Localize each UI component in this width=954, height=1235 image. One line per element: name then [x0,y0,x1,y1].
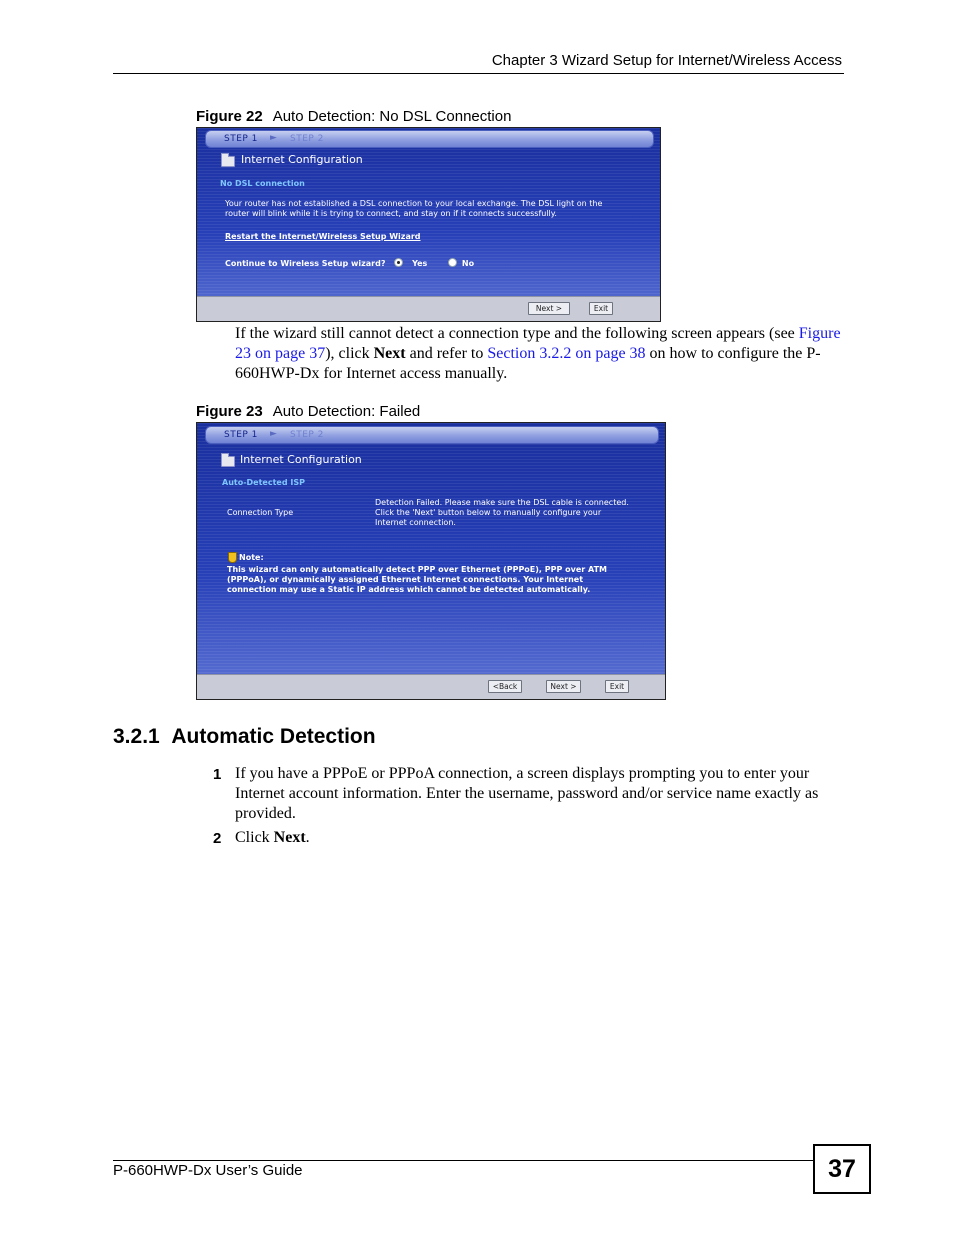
step-2-bold: Next [273,829,306,846]
next-button[interactable]: Next > [546,680,581,693]
step-2-pre: Click [235,829,274,846]
note-title: Note: [239,553,264,562]
guide-title: P-660HWP-Dx User’s Guide [113,1162,303,1179]
folder-icon [221,456,235,467]
connection-type-label: Connection Type [227,508,294,517]
paragraph-text-2: ), click [325,345,374,362]
paragraph-text-1: If the wizard still cannot detect a connection type and the following screen appears (see [235,325,799,342]
auto-detected-isp-label: Auto-Detected ISP [222,478,305,487]
paragraph-bold-next: Next [373,345,406,362]
next-button[interactable]: Next > [528,302,570,315]
note-line-1: This wizard can only automatically detect PPP over Ethernet (PPPoE), PPP over ATM [227,565,607,574]
step-number-1: 1 [213,766,222,783]
note-line-2: (PPPoA), or dynamically assigned Ethernet Internet connections. Your Internet [227,575,584,584]
restart-wizard-link[interactable]: Restart the Internet/Wireless Setup Wizard [225,232,421,241]
figure-23-screenshot [196,422,666,700]
yes-label: Yes [412,259,428,268]
detection-failed-line-2: Click the 'Next' button below to manually configure your [375,508,602,517]
section-number: 3.2.1 [113,725,160,748]
figure-23-caption [196,403,420,420]
folder-icon [221,156,235,167]
paragraph-text-3: and refer to [405,345,488,362]
step-arrow-icon: ► [270,429,277,439]
no-dsl-label: No DSL connection [220,179,305,188]
continue-prompt [225,258,474,268]
figure-22-screenshot [196,127,661,322]
page-number: 37 [813,1144,871,1194]
no-label: No [461,259,475,268]
paragraph-text-4: on how to configure the P-660HWP-Dx for Internet access manually. [235,345,821,382]
no-radio[interactable] [448,258,457,267]
continue-prompt-text: Continue to Wireless Setup wizard? [225,259,386,268]
section-heading [113,725,376,749]
figure-22-title: Auto Detection: No DSL Connection [272,108,512,125]
message-line-2: router will blink while it is trying to connect, and stay on if it connects successfully. [225,209,557,218]
step-2-post: . [305,829,310,846]
section-title: Internet Configuration [241,153,363,166]
exit-button[interactable]: Exit [605,680,629,693]
step-arrow-icon: ► [270,133,277,143]
message-line-1: Your router has not established a DSL connection to your local exchange. The DSL light on the [225,199,603,208]
step-1-label: STEP 1 [224,430,258,440]
figure-23-title: Auto Detection: Failed [272,403,421,420]
yes-radio[interactable] [394,258,403,267]
step-text-1: If you have a PPPoE or PPPoA connection, a screen displays prompting you to enter your Internet account information. Enter the username, password and/or service name exactly as provided. [235,765,819,822]
note-line-3: connection may use a Static IP address which cannot be detected automatically. [227,585,591,594]
step-bar [205,426,659,444]
step-1-label: STEP 1 [224,134,258,144]
step-2-label: STEP 2 [290,134,324,144]
chapter-header: Chapter 3 Wizard Setup for Internet/Wireless Access [491,52,842,69]
figure-22-number: Figure 22 [196,108,263,125]
step-number-2: 2 [213,830,222,847]
figure-23-link[interactable]: Figure 23 on page 37 [235,325,841,362]
detection-failed-line-3: Internet connection. [375,518,456,527]
body-paragraph [235,324,841,384]
section-title: Internet Configuration [240,453,362,466]
step-bar [205,130,654,148]
figure-22-caption [196,108,511,125]
header-rule [113,73,844,74]
detection-failed-line-1: Detection Failed. Please make sure the DSL cable is connected. [375,498,629,507]
back-button[interactable]: <Back [488,680,522,693]
exit-button[interactable]: Exit [589,302,613,315]
button-bar [197,674,665,699]
figure-23-number: Figure 23 [196,403,263,420]
section-link[interactable]: Section 3.2.2 on page 38 [487,345,646,362]
note-icon [228,552,237,563]
step-2-label: STEP 2 [290,430,324,440]
step-text-2 [235,828,310,848]
footer-rule [113,1160,813,1161]
section-title: Automatic Detection [171,725,376,748]
button-bar [197,296,660,321]
